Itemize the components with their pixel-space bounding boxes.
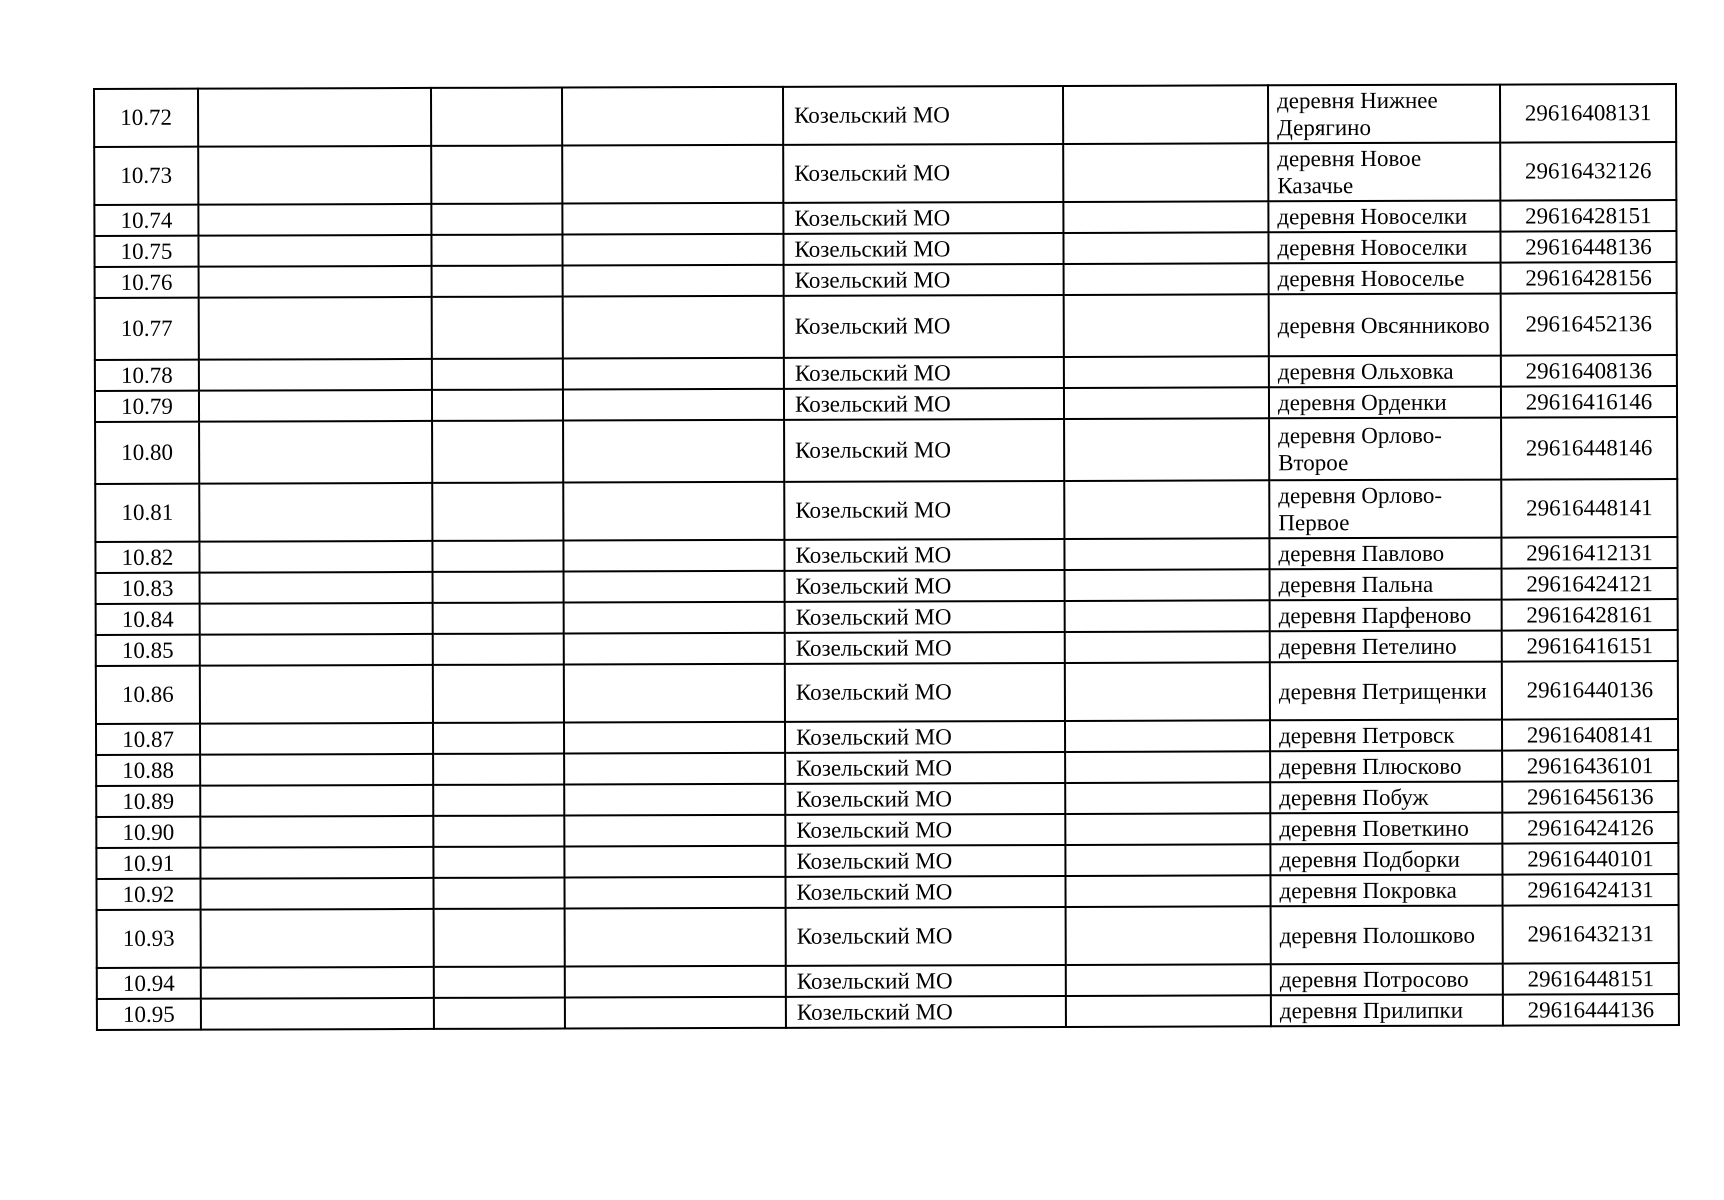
empty-cell [563,358,784,390]
oktmo-code-cell: 29616456136 [1502,781,1678,813]
oktmo-code-cell: 29616424126 [1502,812,1678,844]
empty-cell [433,785,564,816]
settlement-cell: деревня Новоселки [1268,201,1500,233]
table-row [96,781,1678,817]
table-body [94,84,1679,1030]
empty-cell [1064,538,1269,570]
empty-cell [564,846,785,878]
municipality-cell: Козельский МО [785,601,1065,633]
settlement-cell: деревня Овсянниково [1269,294,1501,357]
row-number: 10.75 [94,236,198,267]
municipality-cell: Козельский МО [784,295,1064,358]
row-number: 10.91 [96,848,200,879]
table-row [94,142,1676,205]
empty-cell [199,541,432,573]
oktmo-code-cell: 29616408136 [1501,355,1677,387]
table-row [94,200,1676,236]
row-number: 10.88 [96,755,200,786]
table-row [96,568,1678,604]
empty-cell [432,359,563,390]
oktmo-code-cell: 29616436101 [1502,750,1678,782]
table-row [95,355,1677,391]
municipality-cell: Козельский МО [786,907,1066,966]
table-row [96,599,1678,635]
empty-cell [200,847,433,879]
empty-cell [433,603,564,634]
empty-cell [562,234,783,266]
municipality-cell: Козельский МО [784,419,1064,482]
row-number: 10.94 [97,968,201,999]
oktmo-code-cell: 29616408131 [1500,84,1676,143]
row-number: 10.92 [96,879,200,910]
settlement-cell: деревня Орлово-Первое [1269,480,1501,539]
oktmo-code-cell: 29616408141 [1502,719,1678,751]
table-row [94,231,1676,267]
table-row [95,417,1677,484]
empty-cell [433,847,564,878]
empty-cell [1065,631,1270,663]
empty-cell [564,753,785,785]
table-row [97,963,1679,999]
oktmo-code-cell: 29616424121 [1502,568,1678,600]
empty-cell [434,967,565,998]
empty-cell [434,909,565,967]
empty-cell [198,88,431,147]
oktmo-code-cell: 29616448146 [1501,417,1677,480]
row-number: 10.78 [95,360,199,391]
empty-cell [199,421,432,484]
empty-cell [201,909,434,968]
municipality-cell: Козельский МО [784,539,1064,571]
empty-cell [431,88,562,146]
empty-cell [433,634,564,665]
empty-cell [1064,418,1269,481]
municipality-cell: Козельский МО [786,965,1066,997]
settlement-cell: деревня Ольховка [1269,356,1501,388]
empty-cell [563,389,784,421]
oktmo-code-cell: 29616432131 [1503,905,1679,964]
empty-cell [1065,875,1270,907]
empty-cell [1065,569,1270,601]
empty-cell [201,998,434,1030]
empty-cell [199,266,432,298]
municipality-cell: Козельский МО [784,264,1064,296]
empty-cell [563,265,784,297]
settlement-cell: деревня Прилипки [1271,995,1503,1027]
table-row [97,994,1679,1030]
row-number: 10.81 [95,484,199,542]
row-number: 10.80 [95,422,199,484]
empty-cell [562,87,783,146]
empty-cell [1064,294,1269,357]
empty-cell [433,723,564,754]
empty-cell [433,816,564,847]
row-number: 10.73 [94,147,198,205]
oktmo-code-cell: 29616428151 [1500,200,1676,232]
empty-cell [1066,906,1271,965]
empty-cell [564,571,785,603]
empty-cell [199,297,432,360]
municipality-cell: Козельский МО [785,570,1065,602]
empty-cell [564,877,785,909]
municipality-cell: Козельский МО [785,845,1065,877]
settlement-cell: деревня Поветкино [1270,813,1502,845]
empty-cell [432,266,563,297]
empty-cell [198,146,431,205]
settlement-cell: деревня Парфеново [1270,600,1502,632]
empty-cell [564,633,785,665]
municipality-cell: Козельский МО [783,144,1063,203]
settlement-cell: деревня Потросово [1271,964,1503,996]
empty-cell [563,420,784,483]
empty-cell [199,390,432,422]
table-row [95,293,1677,360]
empty-cell [431,146,562,204]
table-row [96,812,1678,848]
empty-cell [1063,201,1268,233]
empty-cell [1066,964,1271,996]
empty-cell [563,482,784,541]
table-row [96,661,1678,724]
empty-cell [562,203,783,235]
table-row [95,386,1677,422]
settlement-cell: деревня Павлово [1269,538,1501,570]
empty-cell [200,816,433,848]
table-row [95,537,1677,573]
oktmo-code-cell: 29616448151 [1503,963,1679,995]
empty-cell [200,754,433,786]
empty-cell [431,204,562,235]
table-row [95,479,1677,542]
settlement-cell: деревня Новое Казачье [1268,143,1500,202]
empty-cell [1066,995,1271,1027]
empty-cell [1065,844,1270,876]
municipality-cell: Козельский МО [784,388,1064,420]
oktmo-code-cell: 29616448136 [1500,231,1676,263]
row-number: 10.85 [96,635,200,666]
empty-cell [200,878,433,910]
empty-cell [200,785,433,817]
settlement-cell: деревня Побуж [1270,782,1502,814]
empty-cell [201,967,434,999]
empty-cell [565,908,786,967]
settlement-cell: деревня Орлово-Второе [1269,418,1501,481]
settlement-cell: деревня Покровка [1270,875,1502,907]
empty-cell [1065,662,1270,721]
settlement-cell: деревня Орденки [1269,387,1501,419]
table-row [97,905,1679,968]
row-number: 10.83 [96,573,200,604]
settlement-cell: деревня Новоселье [1269,263,1501,295]
oktmo-code-cell: 29616444136 [1503,994,1679,1026]
row-number: 10.95 [97,999,201,1030]
empty-cell [432,483,563,541]
table-row [96,750,1678,786]
empty-cell [431,235,562,266]
settlement-cell: деревня Петрищенки [1270,662,1502,721]
row-number: 10.74 [94,205,198,236]
row-number: 10.87 [96,724,200,755]
empty-cell [432,541,563,572]
empty-cell [564,664,785,723]
settlement-cell: деревня Новоселки [1268,232,1500,264]
row-number: 10.86 [96,666,200,724]
row-number: 10.72 [94,89,198,147]
empty-cell [1063,232,1268,264]
oktmo-code-cell: 29616452136 [1501,293,1677,356]
empty-cell [200,634,433,666]
empty-cell [200,603,433,635]
empty-cell [1065,813,1270,845]
oktmo-code-cell: 29616428156 [1501,262,1677,294]
empty-cell [1063,143,1268,202]
empty-cell [1064,387,1269,419]
empty-cell [564,602,785,634]
empty-cell [565,997,786,1029]
settlement-cell: деревня Пальна [1270,569,1502,601]
empty-cell [562,145,783,204]
table-row [96,630,1678,666]
settlement-cell: деревня Нижнее Дерягино [1268,85,1500,144]
municipality-cell: Козельский МО [785,752,1065,784]
oktmo-code-cell: 29616416151 [1502,630,1678,662]
empty-cell [1065,751,1270,783]
municipality-cell: Козельский МО [783,202,1063,234]
municipality-cell: Козельский МО [785,721,1065,753]
empty-cell [1065,600,1270,632]
empty-cell [198,204,431,236]
settlement-cell: деревня Полошково [1271,906,1503,965]
row-number: 10.76 [95,267,199,298]
municipality-cell: Козельский МО [784,357,1064,389]
oktmo-code-cell: 29616428161 [1502,599,1678,631]
empty-cell [1065,720,1270,752]
empty-cell [433,878,564,909]
table-row [95,262,1677,298]
settlement-cell: деревня Петелино [1270,631,1502,663]
oktmo-code-cell: 29616448141 [1501,479,1677,538]
empty-cell [1065,782,1270,814]
settlement-cell: деревня Подборки [1270,844,1502,876]
empty-cell [1064,480,1269,539]
oktmo-code-cell: 29616424131 [1502,874,1678,906]
empty-cell [198,235,431,267]
settlement-cell: деревня Петровск [1270,720,1502,752]
empty-cell [564,815,785,847]
empty-cell [1063,85,1268,144]
empty-cell [200,665,433,724]
row-number: 10.79 [95,391,199,422]
empty-cell [199,483,432,542]
empty-cell [199,359,432,391]
row-number: 10.77 [95,298,199,360]
empty-cell [1064,356,1269,388]
row-number: 10.93 [97,910,201,968]
table-row [96,874,1678,910]
empty-cell [200,572,433,604]
empty-cell [565,966,786,998]
empty-cell [432,297,563,359]
settlements-table [93,83,1680,1031]
oktmo-code-cell: 29616416146 [1501,386,1677,418]
municipality-cell: Козельский МО [785,663,1065,722]
empty-cell [564,722,785,754]
oktmo-code-cell: 29616412131 [1501,537,1677,569]
empty-cell [433,572,564,603]
municipality-cell: Козельский МО [783,86,1063,145]
municipality-cell: Козельский МО [784,481,1064,540]
row-number: 10.84 [96,604,200,635]
empty-cell [433,665,564,723]
empty-cell [563,540,784,572]
oktmo-code-cell: 29616440136 [1502,661,1678,720]
table-row [96,719,1678,755]
oktmo-code-cell: 29616432126 [1500,142,1676,201]
table-row [94,84,1676,147]
empty-cell [433,754,564,785]
settlement-cell: деревня Плюсково [1270,751,1502,783]
empty-cell [432,421,563,483]
row-number: 10.82 [95,542,199,573]
municipality-cell: Козельский МО [783,233,1063,265]
empty-cell [432,390,563,421]
municipality-cell: Козельский МО [786,996,1066,1028]
municipality-cell: Козельский МО [785,632,1065,664]
empty-cell [1064,263,1269,295]
municipality-cell: Козельский МО [785,876,1065,908]
oktmo-code-cell: 29616440101 [1502,843,1678,875]
table-row [96,843,1678,879]
empty-cell [200,723,433,755]
empty-cell [434,998,565,1029]
municipality-cell: Козельский МО [785,814,1065,846]
empty-cell [564,784,785,816]
row-number: 10.89 [96,786,200,817]
row-number: 10.90 [96,817,200,848]
empty-cell [563,296,784,359]
municipality-cell: Козельский МО [785,783,1065,815]
